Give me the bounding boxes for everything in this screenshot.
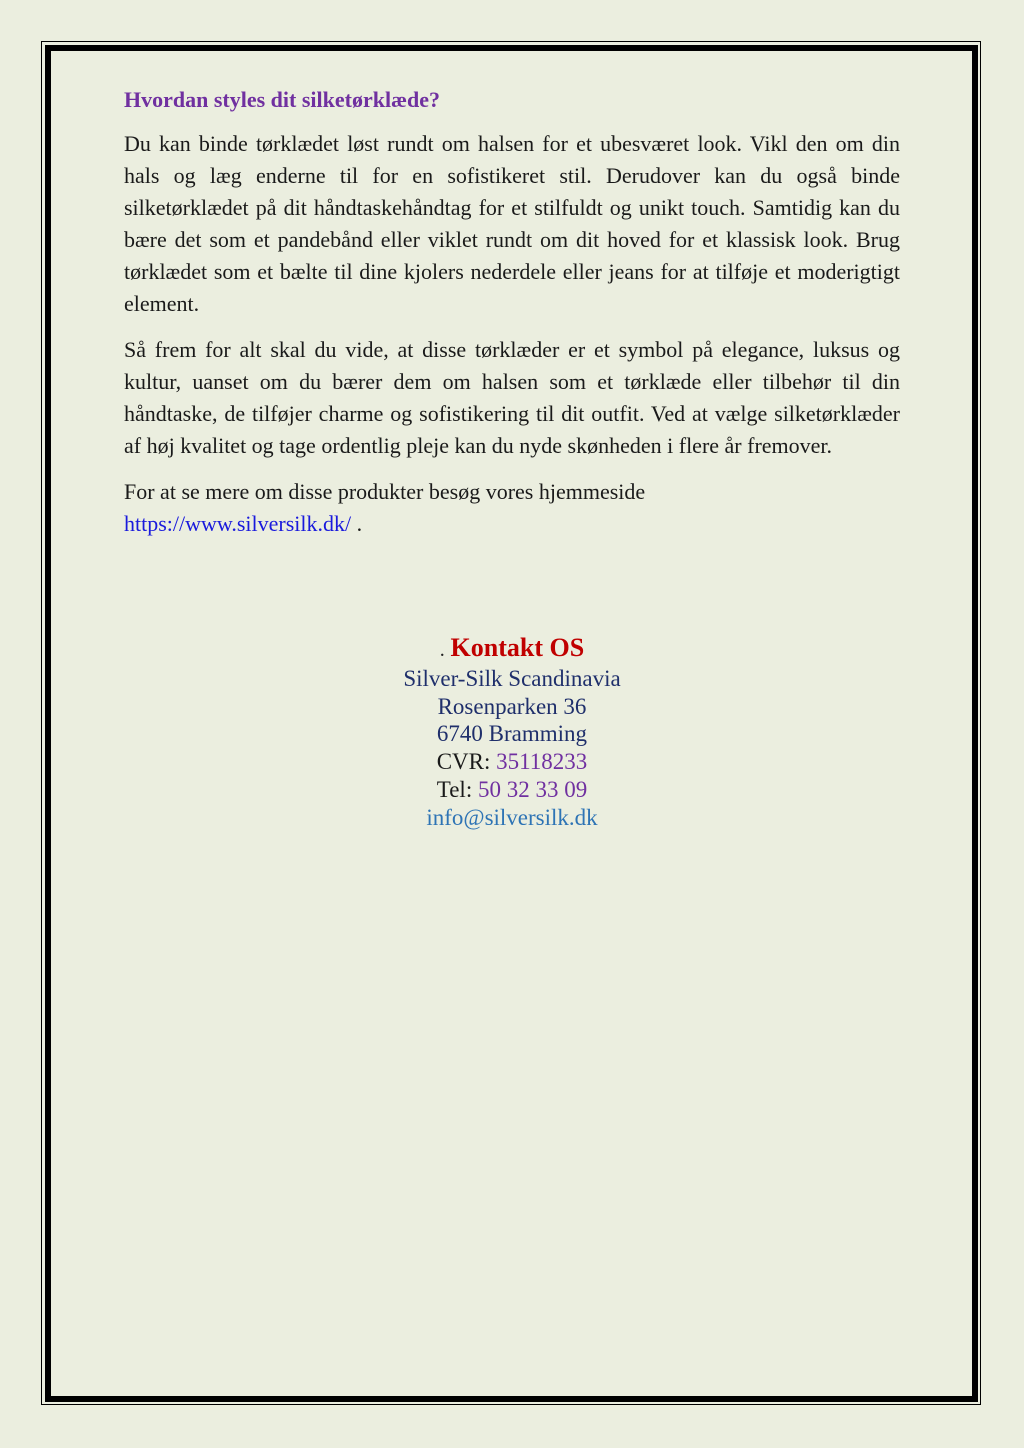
contact-lead-dot: . <box>439 639 445 661</box>
city-address: 6740 Bramming <box>436 721 588 747</box>
article-heading: Hvordan styles dit silketørklæde? <box>124 87 440 112</box>
paragraph-elegance: Så frem for alt skal du vide, at disse tørklæder er et symbol på elegance, luksus og kultur, uanset om du bærer dem om halsen som et tørklæde eller tilbehør til din håndtaske, de tilføjer charme og sofistikering til dit outfit. Ved at vælge silketørklæder af høj kvalitet og tage ordentlig pleje kan du nyde skønheden i flere år fremover. <box>124 337 900 458</box>
website-link[interactable]: https://www.silversilk.dk/ <box>124 511 352 536</box>
website-intro-text: For at se mere om disse produkter besøg vores hjemmeside <box>124 479 646 504</box>
contact-block <box>0 634 1024 832</box>
website-trailing-dot: . <box>351 511 363 536</box>
email-link[interactable]: info@silversilk.dk <box>426 804 598 830</box>
cvr-row <box>0 748 1024 776</box>
contact-title-row <box>0 634 1024 665</box>
cvr-value: 35118233 <box>496 749 588 775</box>
contact-title: Kontakt OS <box>450 633 585 662</box>
paragraph-styling: Du kan binde tørklædet løst rundt om halsen for et ubesværet look. Vikl den om din hals og læg enderne til for en sofistikeret stil. Derudover kan du også binde silketørklædet på dit håndtaskehåndtag for et stilfuldt og unikt touch. Samtidig kan du bære det som et pandebånd eller viklet rundt om dit hoved for et klassisk look. Brug tørklædet som et bælte til dine kjolers nederdele eller jeans for at tilføje et moderigtigt element. <box>124 131 900 316</box>
article-body <box>124 84 900 554</box>
company-name: Silver-Silk Scandinavia <box>403 665 621 691</box>
tel-label: Tel: <box>436 776 473 802</box>
paragraph-website <box>124 476 900 540</box>
tel-row <box>0 776 1024 804</box>
street-address: Rosenparken 36 <box>437 693 587 719</box>
tel-value[interactable]: 50 32 33 09 <box>477 776 588 802</box>
cvr-label: CVR: <box>436 749 491 775</box>
